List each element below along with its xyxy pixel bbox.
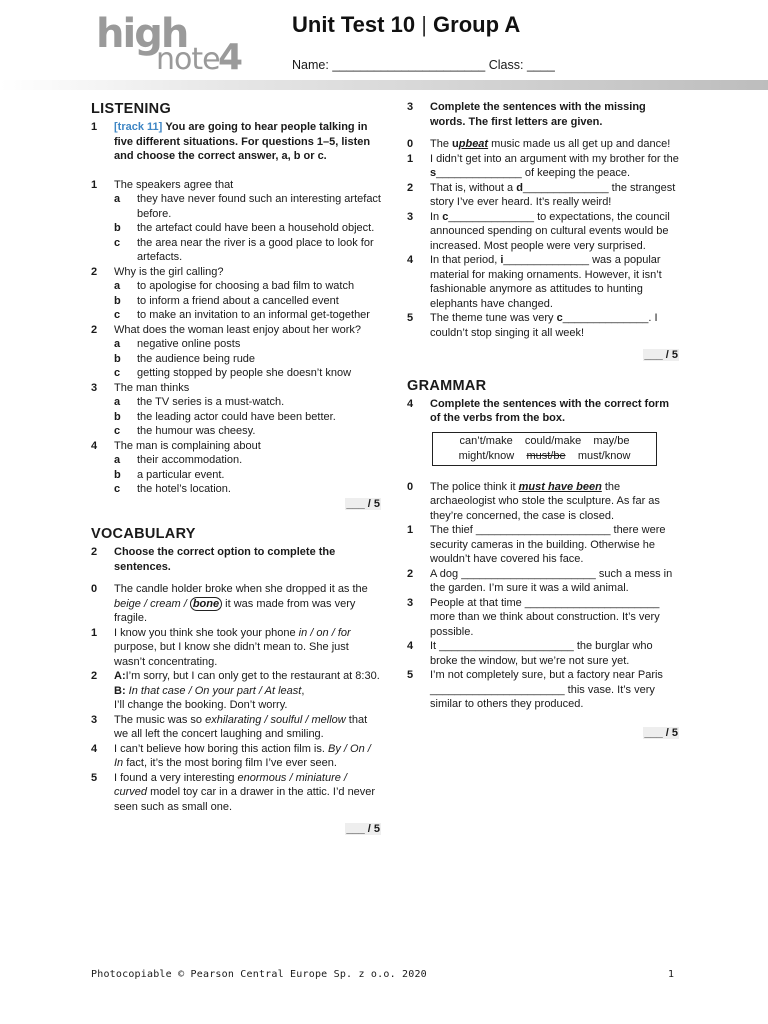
right-column	[407, 100, 679, 740]
vocab-item-5: 5 I found a very interesting enormous / miniature / curved model toy car in a drawer in the attic. I’d never seen such as small one.	[91, 771, 376, 813]
vocabulary-score: ___ / 5	[346, 823, 380, 835]
task3-item: 4 In that period, i______________ was a popular material for making ornaments. However, it isn’t fashionable anymore as attitudes to hunting elephants have changed.	[407, 254, 662, 310]
page-title: Unit Test 10 | Group A	[292, 12, 521, 37]
track-label: [track 11]	[114, 121, 163, 133]
listening-questions	[91, 178, 381, 497]
grammar-score: ___ / 5	[644, 726, 678, 739]
grammar-item: 1 The thief ______________________ there were security cameras in the building. Otherwise he wouldn’t have covered his face.	[407, 524, 666, 565]
answer-blank[interactable]: ______________________	[475, 524, 611, 536]
answer-option[interactable]: a they have never found such an interesting artefact before.	[114, 193, 381, 220]
listening-score: ___ / 5	[346, 497, 380, 510]
vocabulary-heading: VOCABULARY	[91, 526, 196, 542]
logo-high: high	[96, 11, 188, 57]
circled-answer[interactable]: bone	[190, 597, 222, 611]
vocab-item-2: 2 A:I’m sorry, but I can only get to the restaurant at 8:30. B: In that case / On your part / At least, I’ll change the booking. Don’t worry.	[91, 670, 380, 711]
name-label: Name:	[292, 58, 329, 72]
task-1-instruction: 1 [track 11] You are going to hear people talking in five different situations. For questions 1–5, listen and choose the correct answer, a, b or c.	[91, 121, 371, 162]
listening-question: 1 The speakers agree that	[91, 178, 234, 191]
logo-digit: 4	[218, 37, 244, 78]
vocab-item-1: 1 I know you think she took your phone in / on / for purpose, but I know she didn’t mean to. She just wasn’t concentrating.	[91, 626, 351, 668]
answer-option[interactable]: c the hotel’s location.	[114, 483, 231, 495]
listening-heading: LISTENING	[91, 101, 172, 117]
crossed-out-verb: must/be	[526, 449, 566, 462]
task-2-instruction: 2 Choose the correct option to complete the sentences.	[91, 546, 336, 573]
vocab-item-3: 3 The music was so exhilarating / soulful / mellow that we all left the concert laughing and smiling.	[91, 713, 368, 740]
task3-item: 3 In c______________ to expectations, the council announced spending on cultural events would be increased. Most people were very surprised.	[407, 210, 670, 252]
left-column	[91, 100, 381, 837]
grammar-item: 3 People at that time ______________________ more than we think about construction. It’s very possible.	[407, 596, 660, 638]
task3-item: 5 The theme tune was very c______________. I couldn’t stop singing it all week!	[407, 312, 658, 339]
answer-option[interactable]: b to inform a friend about a cancelled event	[114, 294, 339, 307]
class-field[interactable]: ____	[526, 58, 555, 72]
answer-option[interactable]: a to apologise for choosing a bad film to watch	[114, 280, 355, 292]
grammar-item-0: 0 The police think it must have been the archaeologist who stole the sculpture. As far as they’re concerned, the case is closed.	[407, 480, 660, 522]
answer-blank[interactable]: ______________	[436, 167, 522, 179]
verb-box: can’t/make could/make may/be might/know must/be must/know	[432, 432, 657, 466]
answer-option[interactable]: b the audience being rude	[114, 352, 256, 365]
answer-option[interactable]: a the TV series is a must-watch.	[114, 396, 285, 408]
vocab-item-0: 0 The candle holder broke when she dropped it as the beige / cream / bone it was made from was very fragile.	[91, 583, 368, 624]
grammar-item: 4 It ______________________ the burglar who broke the window, but we’re not sure yet.	[407, 640, 653, 667]
answer-option[interactable]: b a particular event.	[114, 468, 225, 481]
vocab-item-4: 4 I can’t believe how boring this action film is. By / On / In fact, it’s the most boring film I’ve ever seen.	[91, 742, 371, 769]
answer-option[interactable]: a their accommodation.	[114, 454, 243, 466]
grammar-item: 5 I’m not completely sure, but a factory near Paris ______________________ this vase. It’s very similar to others they produced.	[407, 669, 663, 710]
page-number: 1	[668, 969, 675, 980]
header-band	[0, 80, 768, 90]
grammar-item: 2 A dog ______________________ such a mess in the garden. I’m sure it was a wild animal.	[407, 567, 673, 594]
answer-blank[interactable]: ______________	[503, 254, 590, 266]
task3-score: ___ / 5	[644, 349, 678, 361]
answer-option[interactable]: c getting stopped by people she doesn’t know	[114, 367, 352, 379]
answer-blank[interactable]: ______________________	[430, 683, 565, 696]
answer-option[interactable]: c to make an invitation to an informal get-together	[114, 309, 370, 321]
grammar-heading: GRAMMAR	[407, 377, 487, 394]
answer-option[interactable]: c the area near the river is a good place to look for artefacts.	[114, 236, 374, 263]
answer-blank[interactable]: ______________	[448, 210, 535, 223]
listening-question: 2 Why is the girl calling?	[91, 265, 224, 278]
logo-note: note	[156, 42, 220, 77]
answer-option[interactable]: c the humour was cheesy.	[114, 425, 256, 437]
answer-blank[interactable]: ______________________	[524, 596, 660, 609]
task3-item: 1 I didn’t get into an argument with my brother for the s______________ of keeping the peace.	[407, 152, 679, 179]
name-class-row	[292, 57, 555, 73]
example-answer: pbeat	[458, 138, 489, 150]
listening-question: 3 The man thinks	[91, 381, 190, 394]
task3-item-0: 0 The upbeat music made us all get up and dance!	[407, 138, 671, 150]
task-4-instruction: 4 Complete the sentences with the correct form of the verbs from the box.	[407, 397, 669, 424]
answer-blank[interactable]: ______________________	[461, 567, 596, 580]
answer-option[interactable]: b the leading actor could have been better.	[114, 410, 336, 423]
high-note-logo	[96, 11, 256, 80]
answer-option[interactable]: b the artefact could have been a household object.	[114, 222, 375, 234]
class-label: Class:	[488, 58, 524, 72]
name-field[interactable]: ______________________	[332, 58, 486, 72]
listening-question: 4 The man is complaining about	[91, 439, 261, 452]
answer-blank[interactable]: ______________	[562, 312, 649, 324]
listening-question: 2 What does the woman least enjoy about her work?	[91, 323, 362, 336]
example-answer: must have been	[518, 480, 602, 493]
answer-option[interactable]: a negative online posts	[114, 338, 241, 350]
answer-blank[interactable]: ______________________	[439, 640, 574, 652]
answer-blank[interactable]: ______________	[522, 181, 609, 194]
task3-item: 2 That is, without a d______________ the strangest story I’ve ever heard. It’s really weird!	[407, 181, 676, 208]
task-3-instruction: 3 Complete the sentences with the missing words. The first letters are given.	[407, 101, 646, 128]
copyright-footer: Photocopiable © Pearson Central Europe Sp. z o.o. 2020	[91, 969, 427, 980]
